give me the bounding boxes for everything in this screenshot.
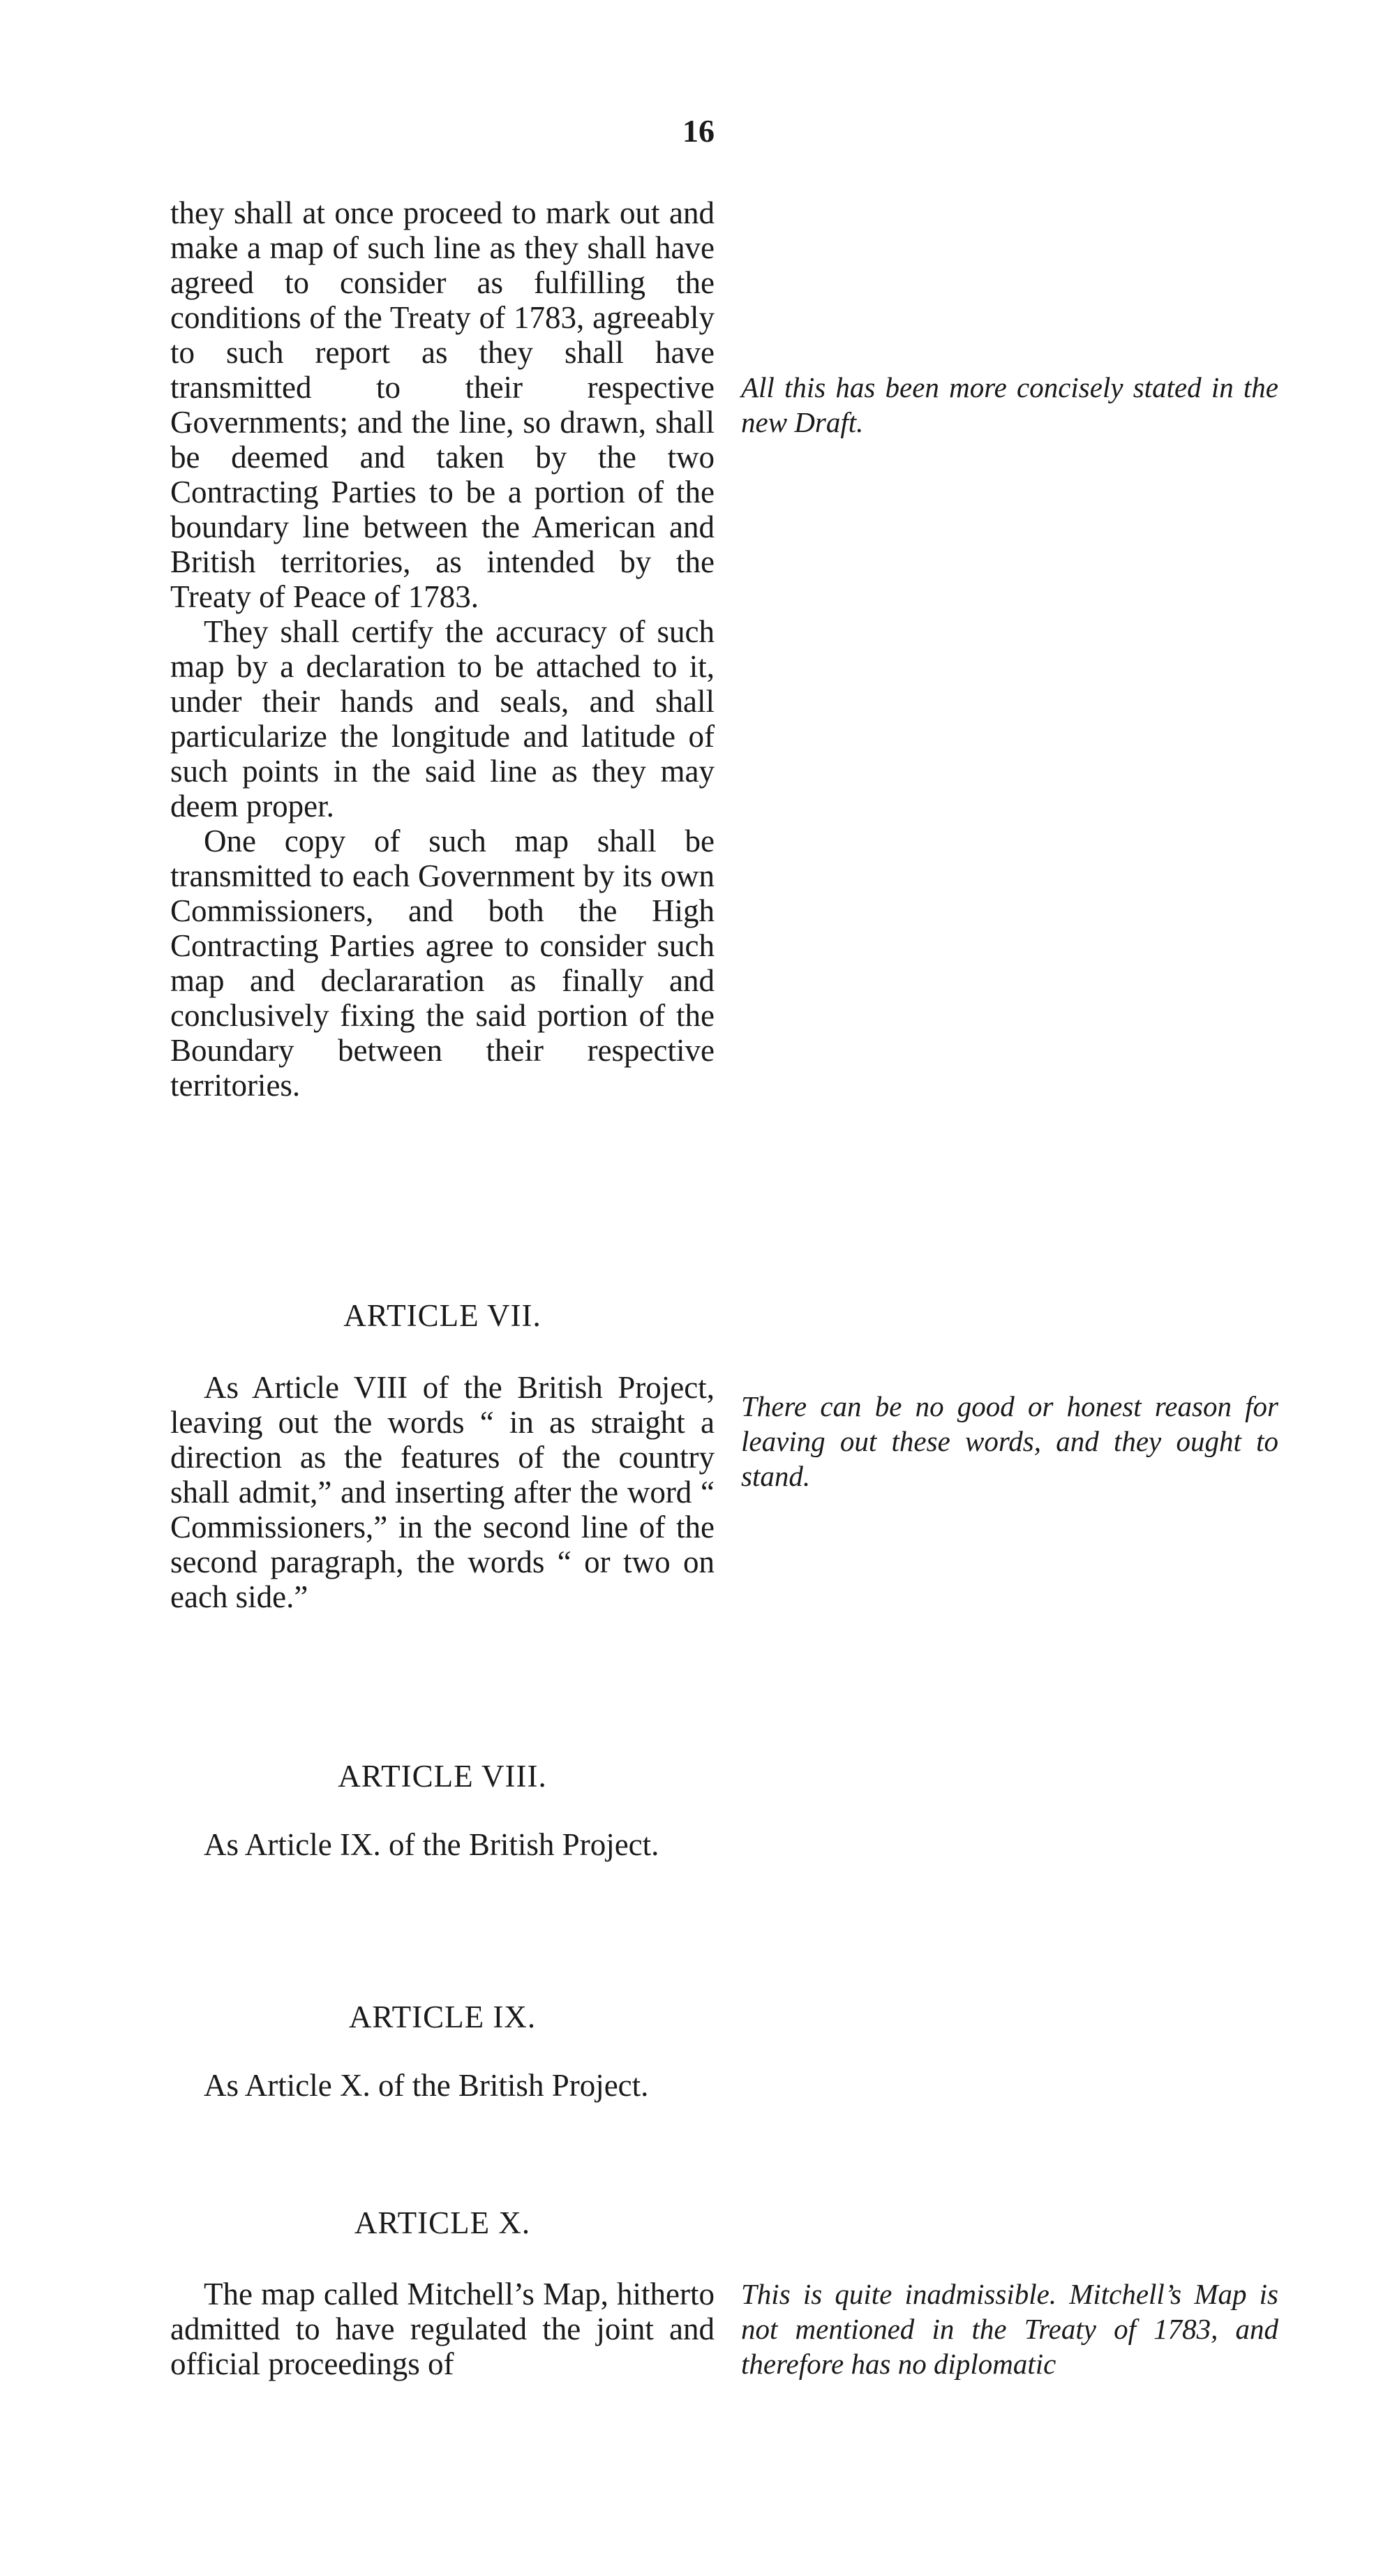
article-heading: ARTICLE VIII. — [338, 1759, 547, 1794]
article-heading: ARTICLE IX. — [348, 2000, 537, 2034]
article-text: The map called Mitchell’s Map, hitherto admitted to have regulated the joint and official proceedings of — [170, 2277, 715, 2381]
opening-section — [170, 195, 715, 1103]
page-number: 16 — [682, 113, 715, 149]
article-text: As Article X. of the British Project. — [204, 2068, 649, 2103]
article-heading: ARTICLE VII. — [343, 1298, 541, 1333]
margin-note: All this has been more concisely stated in the new Draft. — [741, 371, 1278, 438]
margin-note: This is quite inadmissible. Mitchell’s Map is not mentioned in the Treaty of 1783, and therefore has no diplomatic — [741, 2278, 1278, 2380]
body-paragraph: They shall certify the accuracy of such map by a declaration to be attached to it, under their hands and seals, and shall particularize the longitude and latitude of such points in the said line as they may deem proper. — [170, 614, 715, 824]
body-paragraph: they shall at once proceed to mark out and make a map of such line as they shall have agreed to consider as fulfilling the conditions of the Treaty of 1783, agreeably to such report as they shall have transmitted to their respective Governments; and the line, so drawn, shall be deemed and taken by the two Contracting Parties to be a portion of the boundary line between the American and British territories, as intended by the Treaty of Peace of 1783. — [170, 195, 715, 614]
body-paragraph: One copy of such map shall be transmitted to each Government by its own Commissioners, and both the High Contracting Parties agree to consider such map and declararation as finally and conclusively fixing the said portion of the Boundary between their respective territories. — [170, 824, 715, 1103]
margin-note: There can be no good or honest reason for leaving out these words, and they ought to stand. — [741, 1390, 1278, 1492]
article-text: As Article IX. of the British Project. — [204, 1827, 659, 1862]
article-text: As Article VIII of the British Project, leaving out the words “ in as straight a direction as the features of the country shall admit,” and inserting after the word “ Commissioners,” in the second line of the second paragraph, the words “ or two on each side.” — [170, 1370, 715, 1614]
article-heading: ARTICLE X. — [354, 2205, 531, 2240]
